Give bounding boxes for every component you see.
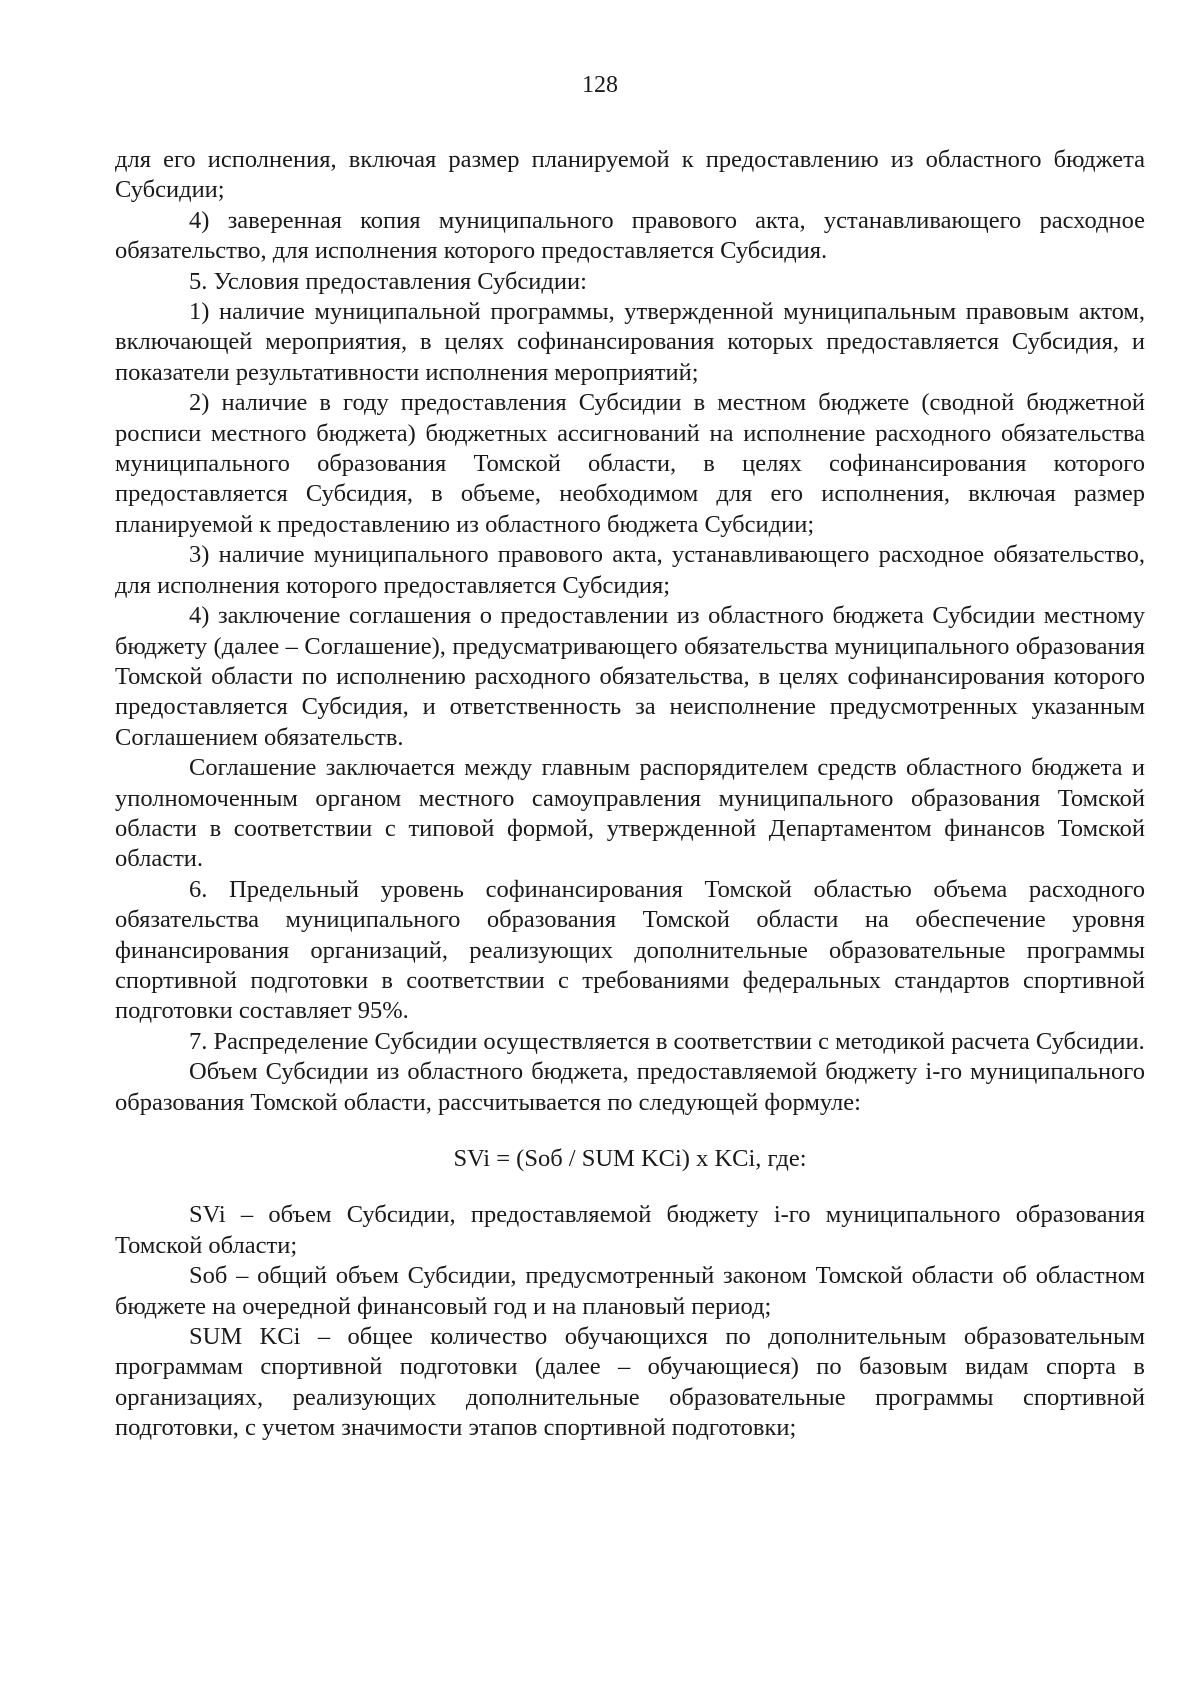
- paragraph: SUM KCi – общее количество обучающихся по дополнительным образовательным программам спортивной подготовки (далее – обучающиеся) по базовым видам спорта в организациях, реализующих дополнительные образовательные программы спортивной подготовки, с учетом значимости этапов спортивной подготовки;: [115, 1323, 1145, 1442]
- paragraph: 4) заключение соглашения о предоставлении из областного бюджета Субсидии местному бюджету (далее – Соглашение), предусматривающего обязательства муниципального образования Томской области по исполнению расходного обязательства, в целях софинансирования которого предоставляется Субсидия, и ответственность за неисполнение предусмотренных указанным Соглашением обязательств.: [115, 602, 1145, 751]
- paragraph: 5. Условия предоставления Субсидии:: [189, 267, 587, 295]
- formula: SVi = (Sоб / SUM KCi) x KCi, где:: [453, 1145, 807, 1172]
- paragraph: 3) наличие муниципального правового акта, устанавливающего расходное обязательство, для исполнения которого предоставляется Субсидия;: [115, 541, 1145, 599]
- paragraph: Соглашение заключается между главным распорядителем средств областного бюджета и уполномоченным органом местного самоуправления муниципального образования Томской области в соответствии с типовой формой, утвержденной Департаментом финансов Томской области.: [115, 754, 1145, 873]
- document-body: [115, 145, 1145, 1444]
- paragraph: 1) наличие муниципальной программы, утвержденной муниципальным правовым актом, включающей мероприятия, в целях софинансирования которых предоставляется Субсидия, и показатели результативности исполнения мероприятий;: [115, 298, 1145, 386]
- page-number: 128: [582, 72, 618, 98]
- paragraph: для его исполнения, включая размер планируемой к предоставлению из областного бюджета Субсидии;: [115, 146, 1145, 204]
- paragraph: Объем Субсидии из областного бюджета, предоставляемой бюджету i-го муниципального образования Томской области, рассчитывается по следующей формуле:: [115, 1058, 1145, 1116]
- paragraph: 4) заверенная копия муниципального правового акта, устанавливающего расходное обязательство, для исполнения которого предоставляется Субсидия.: [115, 206, 1145, 265]
- paragraph: SVi – объем Субсидии, предоставляемой бюджету i-го муниципального образования Томской области;: [115, 1201, 1145, 1259]
- paragraph: 7. Распределение Субсидии осуществляется в соответствии с методикой расчета Субсидии.: [189, 1027, 1145, 1055]
- paragraph: 6. Предельный уровень софинансирования Томской областью объема расходного обязательства муниципального образования Томской области на обеспечение уровня финансирования организаций, реализующих дополнительные образовательные программы спортивной подготовки в соответствии с требованиями федеральных стандартов спортивной подготовки составляет 95%.: [115, 875, 1145, 1025]
- paragraph: Sоб – общий объем Субсидии, предусмотренный законом Томской области об областном бюджете на очередной финансовый год и на плановый период;: [115, 1262, 1145, 1320]
- paragraph: 2) наличие в году предоставления Субсидии в местном бюджете (сводной бюджетной росписи местного бюджета) бюджетных ассигнований на исполнение расходного обязательства муниципального образования Томской области, в целях софинансирования которого предоставляется Субсидия, в объеме, необходимом для его исполнения, включая размер планируемой к предоставлению из областного бюджета Субсидии;: [115, 389, 1145, 538]
